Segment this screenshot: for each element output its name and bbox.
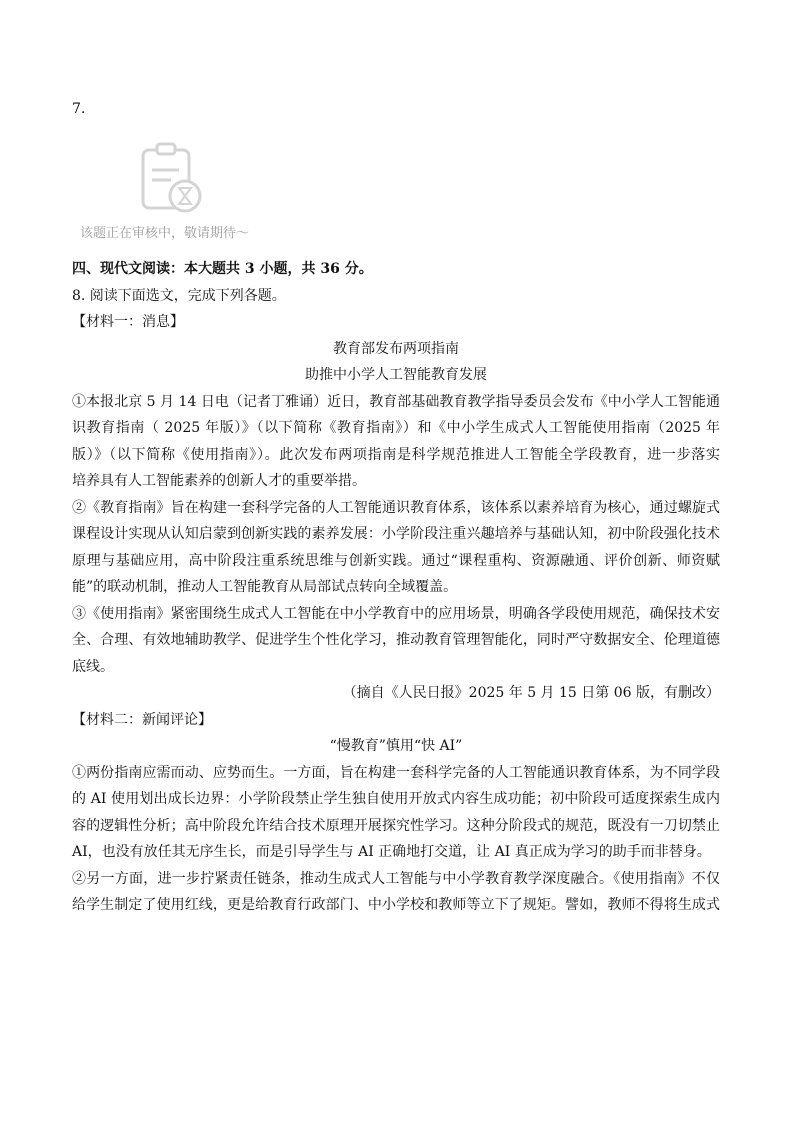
pending-review-text: 该题正在审核中，敬请期待～ (80, 226, 250, 241)
material-2-title: “慢教育”慎用“快 AI” (329, 738, 463, 754)
question-8-prompt: 8. 阅读下面选文，完成下列各题。 (72, 287, 286, 304)
material-1-line: 课程设计实现从认知启蒙到创新实践的素养发展：小学阶段注重兴趣培养与基础认知，初中阶段强化技术 (72, 526, 720, 542)
material-2-line: AI，也没有放任其无序生长，而是引导学生与 AI 正确地打交道，让 AI 真正成为学习的助手而非替身。 (72, 844, 711, 860)
material-2-line: 容的逻辑性分析；高中阶段允许结合技术原理开展探究性学习。这种分阶段式的规范，既没有一刀切禁止 (72, 817, 720, 834)
material-1-line: 能”的联动机制，推动人工智能教育从局部试点转向全域覆盖。 (72, 579, 458, 595)
material-1-line: ③《使用指南》紧密围绕生成式人工智能在中小学教育中的应用场景，明确各学段使用规范，确保技术安 (72, 605, 720, 622)
material-2-line: 给学生制定了使用红线，更是给教育行政部门、中小学校和教师等立下了规矩。譬如，教师不得将生成式 (72, 897, 720, 913)
material-1-line: 原理与基础应用，高中阶段注重系统思维与创新实践。通过“课程重构、资源融通、评价创新、师资赋 (72, 552, 720, 569)
material-1-line: 培养具有人工智能素养的创新人才的重要举措。 (72, 473, 366, 489)
question-7-number: 7. (72, 101, 86, 117)
material-2-line: ②另一方面，进一步拧紧责任链条，推动生成式人工智能与中小学教育教学深度融合。《使用指南》不仅 (72, 870, 720, 887)
pending-review-placeholder (80, 138, 300, 242)
material-1-subtitle: 助推中小学人工智能教育发展 (305, 367, 487, 383)
document-body (72, 256, 720, 919)
material-1-source: （摘自《人民日报》2025 年 5 月 15 日第 06 版，有删改） (342, 685, 720, 701)
material-1-title: 教育部发布两项指南 (333, 340, 459, 357)
clipboard-hourglass-icon (135, 140, 205, 216)
material-1-line: 全、合理、有效地辅助教学、促进学生个性化学习，推动教育管理智能化，同时严守数据安全、伦理道德 (72, 632, 720, 648)
material-1-line: ①本报北京 5 月 14 日电（记者丁雅诵）近日，教育部基础教育教学指导委员会发布《中小学人工智能通 (72, 393, 720, 410)
material-1-label: 【材料一：消息】 (72, 314, 184, 330)
material-1-line: ②《教育指南》旨在构建一套科学完备的人工智能通识教育体系，该体系以素养培育为核心，通过螺旋式 (72, 499, 720, 516)
material-2-line: ①两份指南应需而动、应势而生。一方面，旨在构建一套科学完备的人工智能通识教育体系，为不同学段 (72, 764, 720, 781)
section-heading: 四、现代文阅读：本大题共 3 小题，共 36 分。 (72, 261, 373, 277)
material-1-line: 底线。 (72, 658, 114, 675)
material-1-line: 识教育指南（ 2025 年版）》（以下简称《教育指南》）和《中小学生成式人工智能使用指南（2025 年 (72, 420, 720, 436)
material-2-line: 的 AI 使用划出成长边界：小学阶段禁止学生独自使用开放式内容生成功能；初中阶段可适度探索生成内 (72, 791, 720, 807)
material-1-line: 版）》（以下简称《使用指南》）。此次发布两项指南是科学规范推进人工智能全学段教育，进一步落实 (72, 446, 720, 463)
material-2-label: 【材料二：新闻评论】 (72, 711, 212, 728)
